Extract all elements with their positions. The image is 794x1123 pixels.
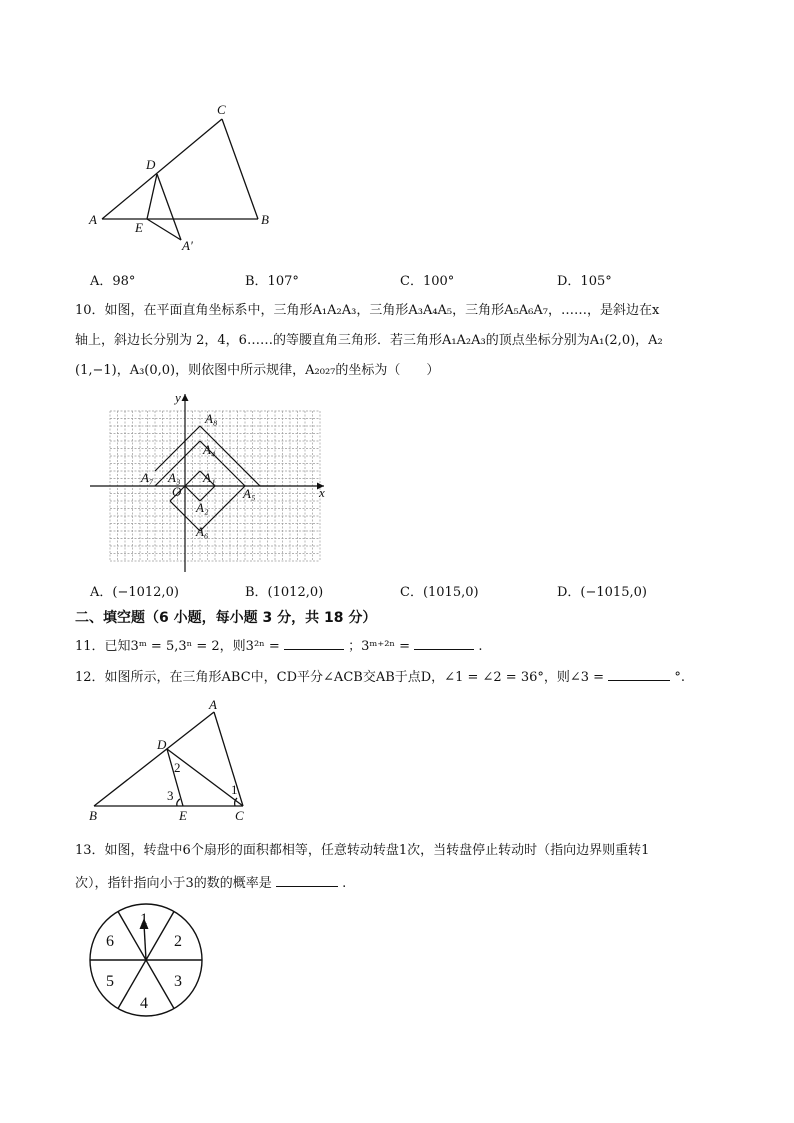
q13-answer-blank[interactable] [276, 872, 338, 887]
label-a8: A₈ [205, 411, 218, 426]
q11-prefix: 11．已知3ᵐ = 5,3ⁿ = 2，则3²ⁿ = [75, 639, 280, 654]
sector-number-4: 4 [140, 995, 148, 1012]
section-heading-fill-in: 二、填空题（6 小题，每小题 3 分，共 18 分） [75, 610, 377, 626]
q11-mid: ；3ᵐ⁺²ⁿ = [348, 639, 411, 654]
label-a5: A₅ [243, 486, 256, 501]
q11-answer-blank-2[interactable] [414, 635, 474, 650]
q12-end: °. [674, 670, 685, 685]
label-a: A [89, 212, 97, 227]
label-a6: A₆ [196, 524, 209, 539]
label-a1: A₁ [203, 470, 216, 485]
label-a3: A₃ [168, 470, 181, 485]
label-a-prime: A′ [182, 238, 193, 253]
label-a7: A₇ [141, 470, 154, 485]
label-d: D [157, 737, 167, 752]
q11-end: . [478, 639, 483, 654]
q9-option-a[interactable]: A．98° [90, 274, 136, 289]
sector-number-5: 5 [106, 973, 114, 990]
label-c: C [235, 808, 244, 823]
q10-text-line3: (1,−1)，A₃(0,0)，则依图中所示规律，A₂₀₂₇的坐标为（ ） [75, 363, 440, 378]
q13-line2-body: 次），指针指向小于3的数的概率是 [75, 876, 272, 891]
axis-label-y: y [175, 390, 181, 405]
q10-option-a[interactable]: A．(−1012,0) [90, 585, 179, 600]
q12-text [75, 666, 685, 687]
angle-label-1: 1 [231, 782, 238, 797]
q9-option-b[interactable]: B．107° [245, 274, 299, 289]
q13-text-line2 [75, 872, 346, 893]
q10-option-c[interactable]: C．(1015,0) [400, 585, 479, 600]
q9-triangle-figure [80, 98, 280, 258]
q10-option-d[interactable]: D．(−1015,0) [557, 585, 647, 600]
q11-answer-blank-1[interactable] [284, 635, 344, 650]
label-e: E [179, 808, 187, 823]
q13-text-line1: 13．如图，转盘中6个扇形的面积都相等，任意转动转盘1次，当转盘停止转动时（指向边界则重转1 [75, 843, 650, 858]
q9-option-d[interactable]: D．105° [557, 274, 612, 289]
label-a2: A₂ [196, 500, 209, 515]
q10-grid-figure [88, 390, 338, 575]
axis-label-x: x [319, 485, 325, 500]
label-c: C [217, 102, 226, 117]
label-a4: A₄ [203, 442, 216, 457]
label-d: D [146, 157, 156, 172]
q12-triangle-figure [85, 696, 260, 826]
q12-answer-blank[interactable] [608, 666, 670, 681]
q9-option-c[interactable]: C．100° [400, 274, 455, 289]
sector-number-2: 2 [174, 933, 182, 950]
q12-body: 12．如图所示，在三角形ABC中，CD平分∠ACB交AB于点D，∠1 = ∠2 = 36°，则∠3 = [75, 670, 605, 685]
sector-number-6: 6 [106, 933, 114, 950]
label-b: B [89, 808, 97, 823]
q11-text [75, 635, 482, 656]
q10-option-b[interactable]: B．(1012,0) [245, 585, 324, 600]
origin-label: O [172, 484, 182, 499]
q10-text-line1: 10．如图，在平面直角坐标系中，三角形A₁A₂A₃，三角形A₃A₄A₅，三角形A₅A₆A₇，……，是斜边在x [75, 303, 660, 318]
q10-text-line2: 轴上，斜边长分别为 2，4，6……的等腰直角三角形．若三角形A₁A₂A₃的顶点坐标分别为A₁(2,0)，A₂ [75, 333, 663, 348]
label-b: B [261, 212, 269, 227]
label-e: E [135, 220, 143, 235]
angle-label-2: 2 [174, 760, 181, 775]
label-a: A [209, 697, 217, 712]
angle-label-3: 3 [167, 788, 174, 803]
sector-number-1: 1 [140, 911, 148, 928]
q13-spinner-figure [88, 902, 208, 1022]
q13-end: . [342, 876, 347, 891]
sector-number-3: 3 [174, 973, 182, 990]
